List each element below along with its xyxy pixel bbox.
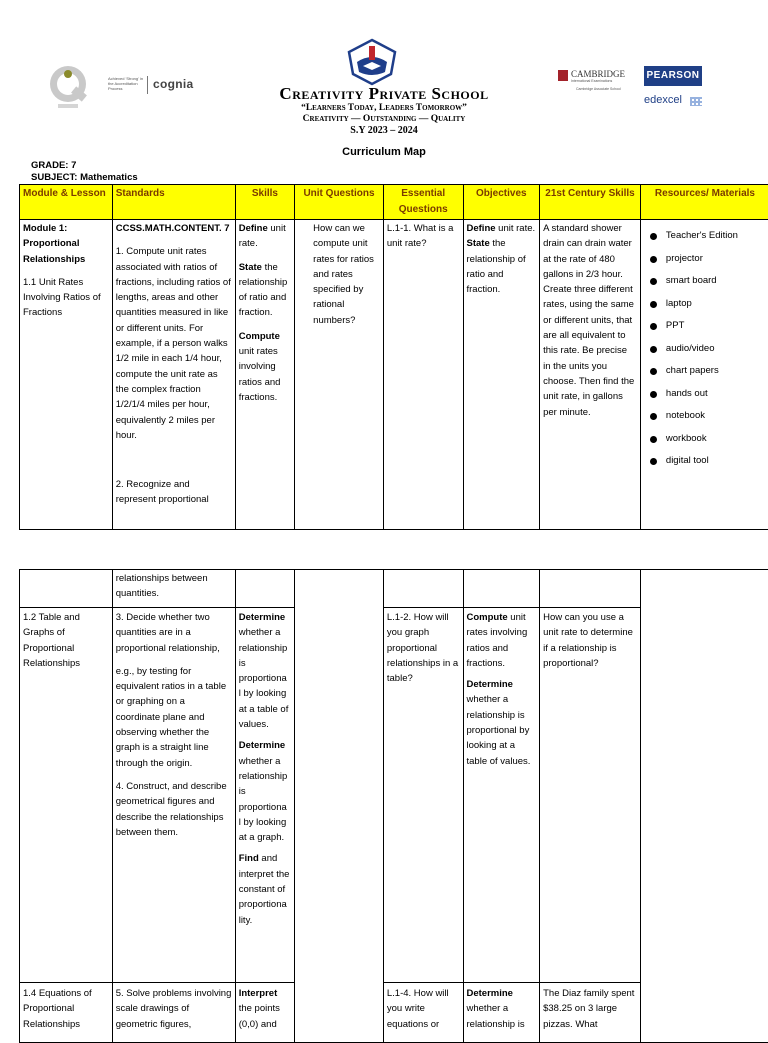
- lesson-cell: [20, 608, 113, 983]
- school-year: S.Y 2023 – 2024: [350, 125, 418, 136]
- standard-3: 3. Decide whether two quantities are in a proportional relationship,: [115, 612, 220, 654]
- pearson-logo: PEARSON: [644, 66, 702, 86]
- objectives-cell: [463, 570, 540, 608]
- resource-item: smart board: [644, 273, 766, 289]
- century-skills-cell: How can you use a unit rate to determine if a relationship is proportional?: [540, 608, 641, 983]
- document-title: Curriculum Map: [342, 146, 426, 158]
- standards-cell: [112, 220, 235, 530]
- resource-item: digital tool: [644, 453, 766, 469]
- resource-item: workbook: [644, 431, 766, 447]
- curriculum-table-page2: [19, 569, 768, 1043]
- century-skills-cell: A standard shower drain can drain water at the rate of 480 gallons in 2/3 hour. Create three different rates, using the same or different units, that are all equivalent to this rate. Be precise in the units you choose. Then find the unit rate, in gallons per minute.: [540, 220, 641, 530]
- resource-item: hands out: [644, 386, 766, 402]
- subject-label: SUBJECT: Mathematics: [31, 172, 138, 183]
- skills-cell: [235, 570, 294, 608]
- col-header-objectives: Objectives: [463, 185, 540, 220]
- century-skills-cell: The Diaz family spent $38.25 on 3 large pizzas. What: [540, 983, 641, 1043]
- standard-2: 2. Recognize and represent proportional: [115, 479, 209, 506]
- resource-item: PPT: [644, 318, 766, 334]
- standard-code: CCSS.MATH.CONTENT. 7: [115, 223, 230, 234]
- grade-label: GRADE: 7: [31, 160, 77, 171]
- resource-item: laptop: [644, 296, 766, 312]
- objectives-cell: Determine whether a relationship is: [463, 983, 540, 1043]
- module-cell: [20, 570, 113, 608]
- lesson-1-1: 1.1 Unit Rates Involving Ratios of Fractions: [23, 276, 101, 319]
- edexcel-grid-icon: [690, 97, 702, 106]
- accreditation-caption: Achieved 'Strong' in the Accreditation Process: [108, 76, 144, 91]
- resource-item: projector: [644, 251, 766, 267]
- essential-question-cell: L.1-1. What is a unit rate?: [383, 220, 463, 530]
- resource-item: Teacher's Edition: [644, 228, 766, 244]
- cognia-logo: cognia: [153, 77, 194, 91]
- col-header-module: Module & Lesson: [20, 185, 113, 220]
- school-values: Creativity — Outstanding — Quality: [302, 114, 466, 124]
- standards-cell: 5. Solve problems involving scale drawings of geometric figures,: [112, 983, 235, 1043]
- objectives-cell: Define unit rate. State the relationship of ratio and fraction.: [463, 220, 540, 530]
- curriculum-table-page1: [19, 184, 768, 530]
- resource-item: chart papers: [644, 363, 766, 379]
- standards-cell: [112, 608, 235, 983]
- col-header-essential-questions: Essential Questions: [383, 185, 463, 220]
- century-skills-cell: [540, 570, 641, 608]
- school-motto: “Learners Today, Leaders Tomorrow”: [301, 103, 467, 113]
- objectives-cell: Compute unit rates involving ratios and fractions. Determine whether a relationship is proportional by looking at a table of values.: [463, 608, 540, 983]
- unit-question-cell: How can we compute unit rates for ratios and rates specified by rational numbers?: [295, 220, 384, 530]
- resources-list: [644, 228, 766, 469]
- lesson-1-4: 1.4 Equations of Proportional Relationships: [23, 988, 92, 1030]
- skills-cell: Define unit rate. State the relationship of ratio and fraction. Compute unit rates involving ratios and fractions.: [235, 220, 294, 530]
- resources-cell: [640, 570, 768, 1043]
- skills-cell: Determine whether a relationship is proportiona l by looking at a table of values. Determine whether a relationship is proportiona l by looking at a graph. Find and interpret the constant of proportiona lity.: [235, 608, 294, 983]
- col-header-resources: Resources/ Materials: [640, 185, 768, 220]
- resource-item: notebook: [644, 408, 766, 424]
- essential-question-cell: L.1-2. How will you graph proportional relationships in a table?: [383, 608, 463, 983]
- module-title: Module 1: Proportional Relationships: [23, 223, 86, 265]
- col-header-century-skills: 21st Century Skills: [540, 185, 641, 220]
- unit-question-cell: [295, 570, 384, 1043]
- skills-cell: Interpret the points (0,0) and: [235, 983, 294, 1043]
- standard-1: 1. Compute unit rates associated with ratios of fractions, including ratios of lengths, areas and other quantities measured in like or different units. For example, if a person walks 1/2 mile in each 1/4 hour, compute the unit rate as the complex fraction 1/2/1/4 miles per hour, equivalently 2 miles per hour.: [115, 246, 231, 441]
- col-header-skills: Skills: [235, 185, 294, 220]
- essential-question-cell: L.1-4. How will you write equations or: [383, 983, 463, 1043]
- module-cell: [20, 220, 113, 530]
- essential-question-cell: [383, 570, 463, 608]
- school-crest-icon: [345, 38, 399, 86]
- standards-cell: relationships between quantities.: [112, 570, 235, 608]
- col-header-standards: Standards: [112, 185, 235, 220]
- standard-4: 4. Construct, and describe geometrical figures and describe the relationships between them.: [115, 780, 227, 838]
- edexcel-logo: edexcel: [644, 94, 682, 106]
- cambridge-logo: CAMBRIDGE International Examinations Cambridge Associate School: [558, 69, 632, 95]
- lesson-1-2: 1.2 Table and Graphs of Proportional Relationships: [23, 612, 81, 669]
- school-name: Creativity Private School: [279, 84, 489, 103]
- resources-cell: [640, 220, 768, 530]
- col-header-unit-questions: Unit Questions: [295, 185, 384, 220]
- lesson-cell: [20, 983, 113, 1043]
- resource-item: audio/video: [644, 341, 766, 357]
- standard-3-example: e.g., by testing for equivalent ratios in a table or graphing on a coordinate plane and observing whether the graph is a straight line through the origin.: [115, 665, 227, 769]
